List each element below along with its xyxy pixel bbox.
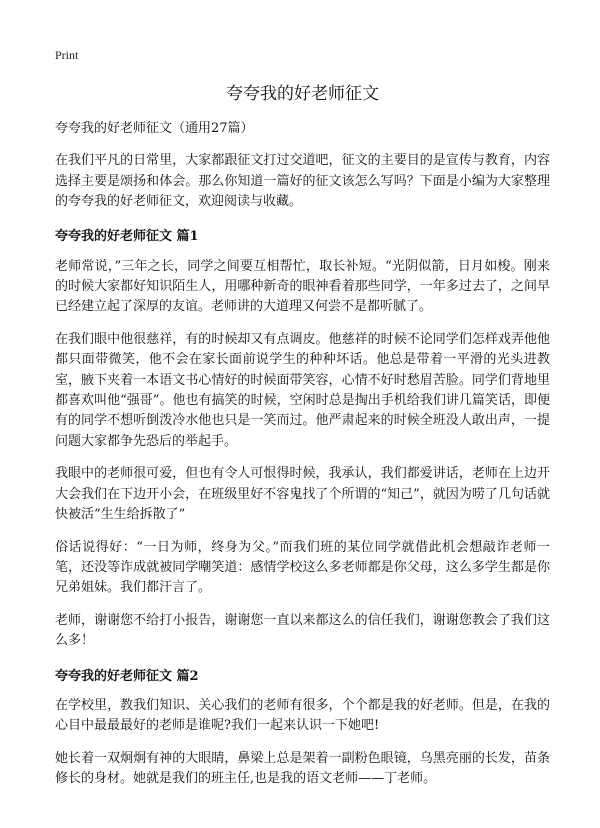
paragraph: 我眼中的老师很可爱，但也有令人可恨得时候，我承认，我们都爱讲话，老师在上边开大会我们在下边开小会，在班级里好不容鬼找了个所谓的“知己”，就因为唠了几句话就快被活“生生给拆散了” [55,466,550,523]
intro-paragraph: 在我们平凡的日常里，大家都跟征文打过交道吧，征文的主要目的是宣传与教育，内容选择主要是颂扬和体会。那么你知道一篇好的征文该怎么写吗？下面是小编为大家整理的夸夸我的好老师征文，欢迎阅读与收藏。 [55,153,550,210]
print-link[interactable]: Print [55,48,79,62]
paragraph: 老师常说，”三年之长，同学之间要互相帮忙，取长补短。“光阴似箭，日月如梭。刚来的时候大家都好知识陌生人，用哪种新奇的眼神看着那些同学，一年多过去了，之间早已经建立起了深厚的友谊。老师讲的大道理又何尝不是都听腻了。 [55,258,550,315]
paragraph: 在学校里，教我们知识、关心我们的老师有很多，个个都是我的好老师。但是，在我的心目中最最最好的老师是谁呢?我们一起来认识一下她吧! [55,697,550,734]
document-subtitle: 夸夸我的好老师征文（通用27篇） [55,121,254,137]
section-1 [55,228,550,651]
section-heading: 夸夸我的好老师征文 篇2 [55,668,199,684]
section-2 [55,668,550,790]
paragraph: 在我们眼中他很慈祥，有的时候却又有点调皮。他慈祥的时候不论同学们怎样戏弄他他都只面带微笑，他不会在家长面前说学生的种种坏话。他总是带着一平滑的光头进教室，腋下夹着一本语文书心情好的时候面带笑容，心情不好时愁眉苦脸。同学们背地里都喜欢叫他“强哥”。他也有搞笑的时候，空闲时总是掏出手机给我们讲几篇笑话，即便有的同学不想听倒泼冷水他也只是一笑而过。他严肃起来的时候全班没人敢出声，一提问题大家都争先恐后的举起手。 [55,331,550,449]
paragraph: 老师，谢谢您不给打小报告，谢谢您一直以来都这么的信任我们，谢谢您教会了我们这么多！ [55,612,550,649]
section-heading: 夸夸我的好老师征文 篇1 [55,229,199,245]
paragraph: 她长着一双炯炯有神的大眼睛，鼻梁上总是架着一副粉色眼镜，乌黑亮丽的长发，苗条修长的身材。她就是我们的班主任,也是我的语文老师——丁老师。 [55,750,550,786]
page-title: 夸夸我的好老师征文 [226,84,379,104]
paragraph: 俗话说得好：“一日为师，终身为父。”而我们班的某位同学就借此机会想敲诈老师一笔，还没等诈成就被同学嘲笑道：感情学校这么多老师都是你父母，这么多学生都是你兄弟姐妹。我们都汗言了。 [55,539,550,596]
